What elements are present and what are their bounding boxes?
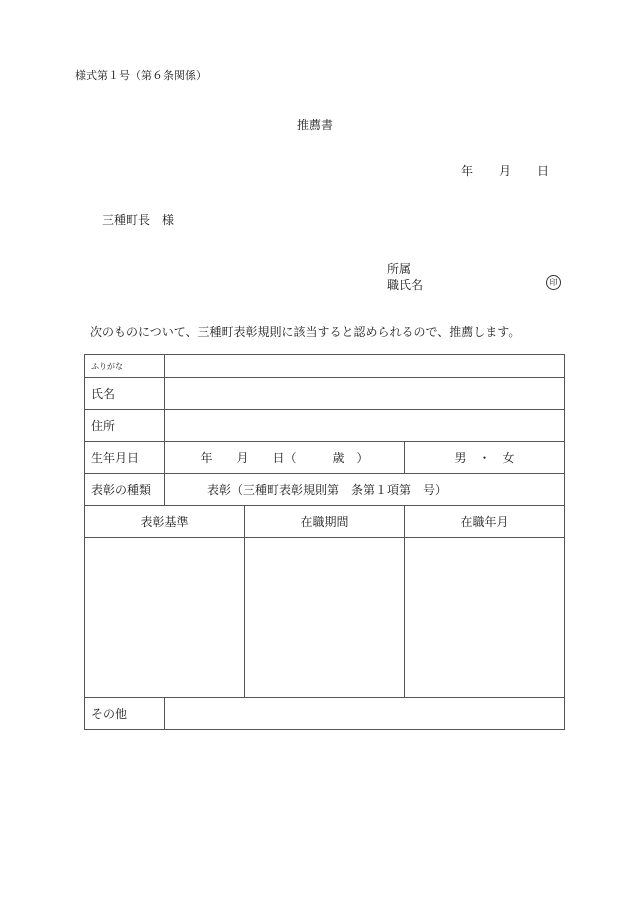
award-type-field[interactable]: 表彰（三種町表彰規則第 条第１項第 号） xyxy=(165,474,565,506)
name-title-label: 職氏名 xyxy=(387,278,424,292)
tenure-years-header: 在職年月 xyxy=(405,506,565,538)
furigana-field[interactable] xyxy=(165,355,565,378)
name-row xyxy=(85,378,565,410)
award-type-row xyxy=(85,474,565,506)
other-field[interactable] xyxy=(165,698,565,730)
form-number: 様式第１号（第６条関係） xyxy=(75,69,207,82)
criteria-header-row xyxy=(85,506,565,538)
criteria-field[interactable] xyxy=(85,538,245,698)
birthdate-label: 生年月日 xyxy=(85,442,165,474)
tenure-period-field[interactable] xyxy=(245,538,405,698)
other-label: その他 xyxy=(85,698,165,730)
tenure-period-header: 在職期間 xyxy=(245,506,405,538)
page-title: 推薦書 xyxy=(296,118,333,132)
furigana-label: ふりがな xyxy=(85,355,165,378)
addressee: 三種町長 様 xyxy=(102,213,175,227)
name-label: 氏名 xyxy=(85,378,165,410)
criteria-body-row xyxy=(85,538,565,698)
birthdate-field[interactable]: 年 月 日（ 歳 ） xyxy=(165,442,405,474)
date-month: 月 xyxy=(499,164,512,178)
criteria-header: 表彰基準 xyxy=(85,506,245,538)
address-row xyxy=(85,410,565,442)
gender-field[interactable]: 男 ・ 女 xyxy=(405,442,565,474)
award-type-label: 表彰の種類 xyxy=(85,474,165,506)
affiliation-label: 所属 xyxy=(387,262,412,276)
birthdate-row xyxy=(85,442,565,474)
intro-text: 次のものについて、三種町表彰規則に該当すると認められるので、推薦します。 xyxy=(90,325,521,339)
furigana-row xyxy=(85,355,565,378)
date-year: 年 xyxy=(461,164,474,178)
address-field[interactable] xyxy=(165,410,565,442)
recommendation-table xyxy=(84,354,565,730)
seal-icon: 印 xyxy=(546,275,561,290)
address-label: 住所 xyxy=(85,410,165,442)
name-field[interactable] xyxy=(165,378,565,410)
tenure-years-field[interactable] xyxy=(405,538,565,698)
other-row xyxy=(85,698,565,730)
date-day: 日 xyxy=(537,164,550,178)
